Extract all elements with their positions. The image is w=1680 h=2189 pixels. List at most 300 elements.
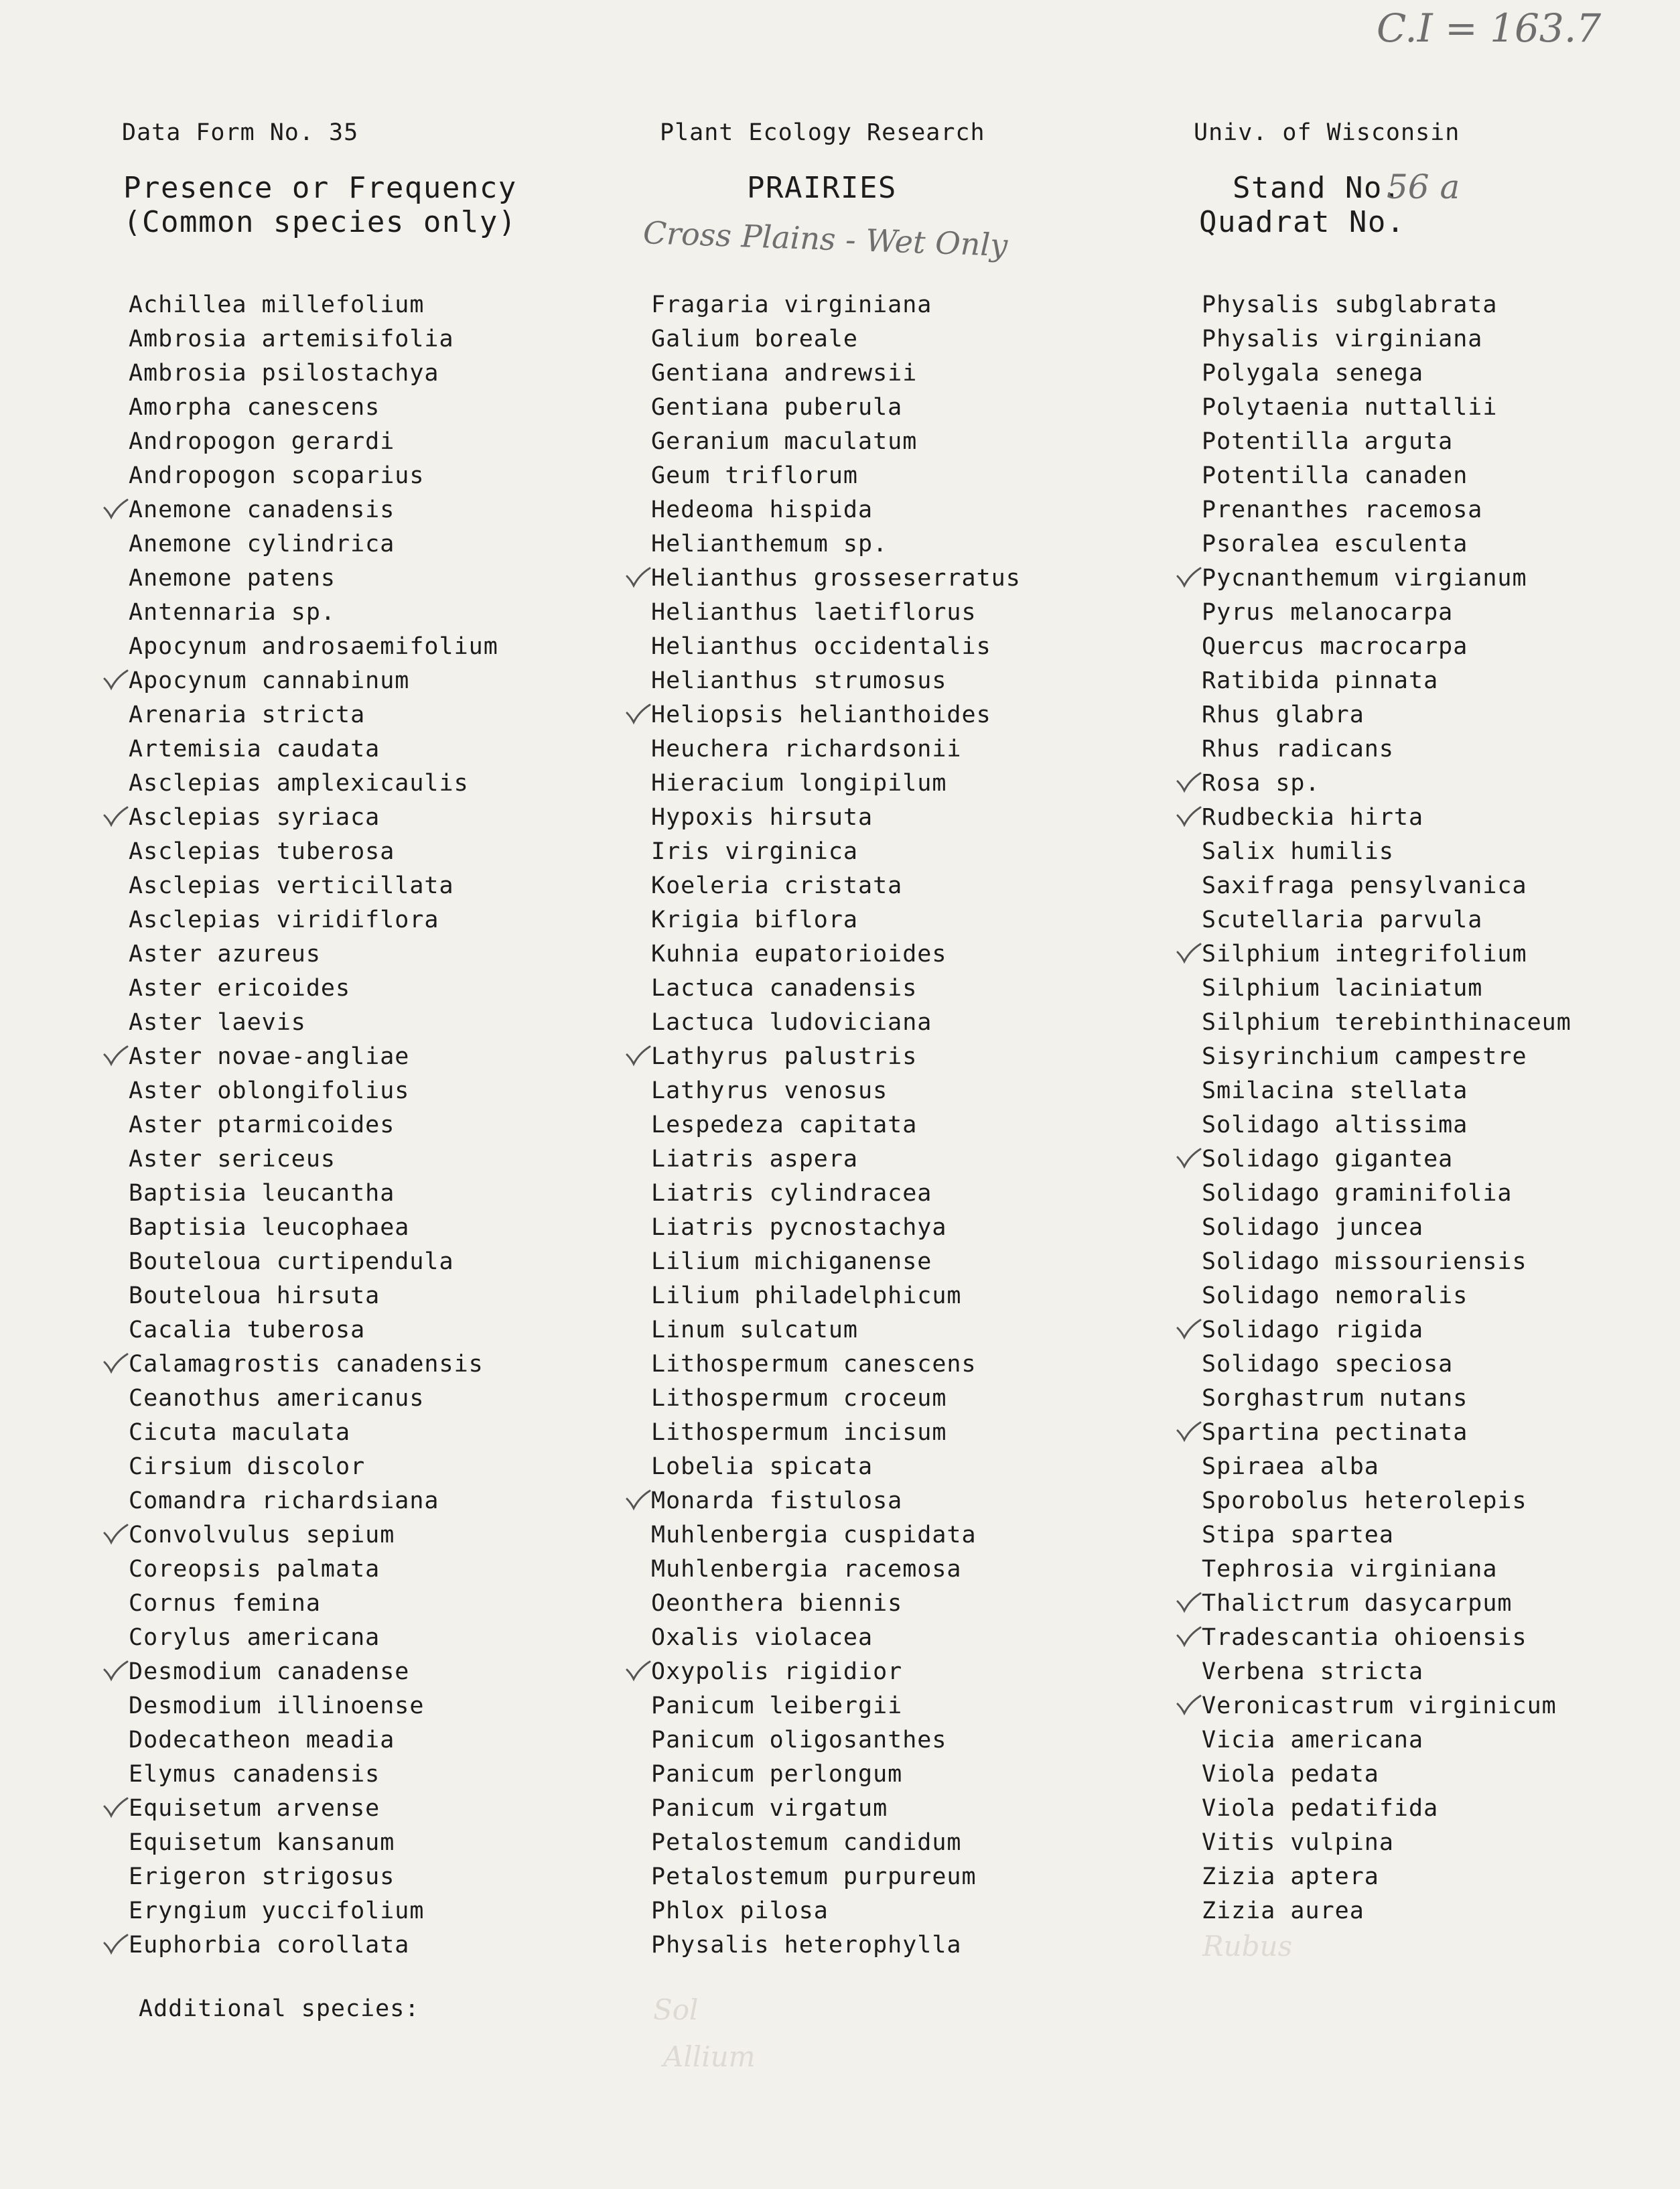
species-name: Veronicastrum virginicum <box>1202 1693 1557 1719</box>
species-row <box>1202 1382 1571 1416</box>
species-name: Ceanothus americanus <box>129 1385 425 1412</box>
species-row <box>651 1655 1021 1689</box>
species-name: Hedeoma hispida <box>651 496 873 523</box>
species-row <box>651 288 1021 322</box>
species-name: Lactuca ludoviciana <box>651 1009 932 1036</box>
species-name: Rosa sp. <box>1202 770 1320 797</box>
species-name: Polytaenia nuttallii <box>1202 394 1498 421</box>
species-name: Asclepias amplexicaulis <box>129 770 469 797</box>
species-row <box>129 288 498 322</box>
species-row <box>651 493 1021 527</box>
species-row <box>651 1040 1021 1074</box>
species-name: Gentiana puberula <box>651 394 903 421</box>
species-row <box>129 903 498 937</box>
university-name: Univ. of Wisconsin <box>1194 119 1460 146</box>
species-row <box>651 356 1021 391</box>
species-row <box>129 1040 498 1074</box>
species-name: Aster sericeus <box>129 1146 336 1173</box>
species-name: Hieracium longipilum <box>651 770 947 797</box>
species-name: Liatris pycnostachya <box>651 1214 947 1241</box>
checkmark-icon <box>102 1040 129 1074</box>
species-row <box>1202 1416 1571 1450</box>
species-name: Panicum oligosanthes <box>651 1727 947 1753</box>
species-name: Artemisia caudata <box>129 736 380 762</box>
ci-annotation: C.I = 163.7 <box>1377 5 1602 51</box>
species-name: Asclepias verticillata <box>129 872 454 899</box>
species-row <box>651 1177 1021 1211</box>
species-row <box>1202 322 1571 356</box>
species-name: Panicum virgatum <box>651 1795 888 1822</box>
species-row <box>129 1142 498 1177</box>
species-name: Gentiana andrewsii <box>651 360 918 387</box>
species-row <box>1202 835 1571 869</box>
species-row <box>129 937 498 972</box>
species-name: Zizia aptera <box>1202 1863 1379 1890</box>
species-name: Sisyrinchium campestre <box>1202 1043 1527 1070</box>
species-name: Salix humilis <box>1202 838 1394 865</box>
species-name: Muhlenbergia cuspidata <box>651 1522 977 1548</box>
species-row <box>651 732 1021 767</box>
species-name: Achillea millefolium <box>129 291 425 318</box>
species-row <box>129 698 498 732</box>
species-row <box>129 1416 498 1450</box>
species-row <box>129 1074 498 1108</box>
species-row <box>651 630 1021 664</box>
species-row <box>651 1792 1021 1826</box>
species-row <box>1202 1484 1571 1518</box>
species-row <box>651 1450 1021 1484</box>
species-row <box>651 1211 1021 1245</box>
species-row <box>1202 1655 1571 1689</box>
species-name: Pyrus melanocarpa <box>1202 599 1454 626</box>
checkmark-icon <box>1175 1689 1202 1723</box>
species-row <box>651 1723 1021 1757</box>
species-name: Physalis subglabrata <box>1202 291 1498 318</box>
species-name: Desmodium illinoense <box>129 1693 425 1719</box>
species-row <box>651 1108 1021 1142</box>
species-row <box>1202 1757 1571 1792</box>
species-name: Lilium michiganense <box>651 1248 932 1275</box>
checkmark-icon <box>1175 561 1202 596</box>
species-row <box>129 391 498 425</box>
species-row <box>651 1552 1021 1587</box>
species-row <box>129 972 498 1006</box>
species-name: Lobelia spicata <box>651 1453 873 1480</box>
species-row <box>1202 288 1571 322</box>
species-row <box>129 527 498 561</box>
species-name: Hypoxis hirsuta <box>651 804 873 831</box>
species-name: Arenaria stricta <box>129 702 366 728</box>
species-row <box>129 1450 498 1484</box>
species-name: Asclepias viridiflora <box>129 907 439 933</box>
form-type-line1: Presence or Frequency <box>123 171 517 205</box>
checkmark-icon <box>1175 1621 1202 1655</box>
checkmark-icon <box>102 1655 129 1689</box>
checkmark-icon <box>102 493 129 527</box>
species-row <box>129 459 498 493</box>
species-row <box>1202 869 1571 903</box>
species-row <box>1202 596 1571 630</box>
species-name: Ambrosia psilostachya <box>129 360 439 387</box>
species-row <box>651 596 1021 630</box>
species-name: Oxypolis rigidior <box>651 1658 903 1685</box>
species-row <box>1202 356 1571 391</box>
checkmark-icon <box>624 561 651 596</box>
species-row <box>1202 1723 1571 1757</box>
species-name: Liatris cylindracea <box>651 1180 932 1207</box>
species-name: Ratibida pinnata <box>1202 667 1439 694</box>
species-row <box>129 1245 498 1279</box>
species-name: Corylus americana <box>129 1624 380 1651</box>
species-name: Eryngium yuccifolium <box>129 1898 425 1924</box>
species-row <box>1202 1211 1571 1245</box>
species-row <box>1202 1621 1571 1655</box>
species-name: Viola pedata <box>1202 1761 1379 1788</box>
checkmark-icon <box>102 1792 129 1826</box>
species-row <box>1202 698 1571 732</box>
species-row <box>1202 664 1571 698</box>
species-name: Vitis vulpina <box>1202 1829 1394 1856</box>
species-name: Andropogon scoparius <box>129 462 425 489</box>
species-name: Stipa spartea <box>1202 1522 1394 1548</box>
species-name: Lilium philadelphicum <box>651 1282 962 1309</box>
species-row <box>129 1382 498 1416</box>
species-row <box>129 664 498 698</box>
page-title: PRAIRIES <box>747 171 897 205</box>
species-name: Silphium terebinthinaceum <box>1202 1009 1571 1036</box>
site-note: Cross Plains - Wet Only <box>642 214 1009 263</box>
species-name: Comandra richardsiana <box>129 1487 439 1514</box>
species-row <box>651 1074 1021 1108</box>
species-row <box>1202 1894 1571 1928</box>
species-row <box>129 1792 498 1826</box>
species-name: Aster laevis <box>129 1009 306 1036</box>
species-row <box>129 1928 498 1963</box>
species-name: Lithospermum incisum <box>651 1419 947 1446</box>
checkmark-icon <box>624 698 651 732</box>
species-name: Equisetum arvense <box>129 1795 380 1822</box>
species-name: Heuchera richardsonii <box>651 736 962 762</box>
species-row <box>651 767 1021 801</box>
species-row <box>1202 630 1571 664</box>
species-name: Physalis heterophylla <box>651 1932 962 1959</box>
species-row <box>1202 1450 1571 1484</box>
species-row <box>651 1382 1021 1416</box>
species-row <box>651 527 1021 561</box>
lab-name: Plant Ecology Research <box>660 119 985 146</box>
species-name: Tephrosia virginiana <box>1202 1556 1498 1583</box>
species-name: Petalostemum candidum <box>651 1829 962 1856</box>
species-name: Helianthus laetiflorus <box>651 599 977 626</box>
species-name: Ambrosia artemisifolia <box>129 326 454 352</box>
species-name: Panicum leibergii <box>651 1693 903 1719</box>
species-name: Euphorbia corollata <box>129 1932 410 1959</box>
species-row <box>129 1211 498 1245</box>
species-row <box>651 903 1021 937</box>
species-name: Physalis virginiana <box>1202 326 1483 352</box>
species-name: Lathyrus venosus <box>651 1077 888 1104</box>
species-row <box>129 1655 498 1689</box>
faint-note: Allium <box>663 2040 756 2073</box>
species-name: Tradescantia ohioensis <box>1202 1624 1527 1651</box>
species-row <box>129 1894 498 1928</box>
species-name: Elymus canadensis <box>129 1761 380 1788</box>
species-name: Spiraea alba <box>1202 1453 1379 1480</box>
species-row <box>1202 1245 1571 1279</box>
checkmark-icon <box>102 1347 129 1382</box>
species-name: Rhus glabra <box>1202 702 1364 728</box>
species-name: Baptisia leucophaea <box>129 1214 410 1241</box>
species-row <box>1202 1108 1571 1142</box>
species-row <box>651 1894 1021 1928</box>
species-name: Equisetum kansanum <box>129 1829 395 1856</box>
checkmark-icon <box>624 1484 651 1518</box>
species-row <box>651 1416 1021 1450</box>
species-name: Aster ericoides <box>129 975 351 1002</box>
species-row <box>651 1826 1021 1860</box>
species-name: Potentilla canaden <box>1202 462 1468 489</box>
species-row <box>651 322 1021 356</box>
species-name: Aster azureus <box>129 941 321 968</box>
species-name: Saxifraga pensylvanica <box>1202 872 1527 899</box>
species-name: Convolvulus sepium <box>129 1522 395 1548</box>
species-row <box>1202 1279 1571 1313</box>
species-row <box>129 1279 498 1313</box>
species-row <box>651 459 1021 493</box>
species-name: Oeonthera biennis <box>651 1590 903 1617</box>
species-row <box>129 1347 498 1382</box>
species-name: Dodecatheon meadia <box>129 1727 395 1753</box>
species-row <box>1202 1552 1571 1587</box>
species-name: Calamagrostis canadensis <box>129 1351 484 1378</box>
species-row <box>651 1860 1021 1894</box>
species-name: Lathyrus palustris <box>651 1043 918 1070</box>
species-row <box>651 1279 1021 1313</box>
species-row <box>129 630 498 664</box>
species-row <box>129 1826 498 1860</box>
checkmark-icon <box>102 801 129 835</box>
species-name: Solidago nemoralis <box>1202 1282 1468 1309</box>
species-row <box>129 425 498 459</box>
additional-species-label: Additional species: <box>139 1995 420 2022</box>
species-row <box>1202 1040 1571 1074</box>
species-row <box>1202 1313 1571 1347</box>
species-name: Aster novae-angliae <box>129 1043 410 1070</box>
checkmark-icon <box>1175 767 1202 801</box>
species-name: Antennaria sp. <box>129 599 336 626</box>
checkmark-icon <box>1175 1142 1202 1177</box>
species-name: Geum triflorum <box>651 462 859 489</box>
species-name: Lithospermum canescens <box>651 1351 977 1378</box>
species-row <box>1202 1826 1571 1860</box>
species-row <box>651 1621 1021 1655</box>
species-row <box>1202 903 1571 937</box>
species-name: Anemone patens <box>129 565 336 592</box>
species-name: Amorpha canescens <box>129 394 380 421</box>
species-name: Quercus macrocarpa <box>1202 633 1468 660</box>
species-name: Geranium maculatum <box>651 428 918 455</box>
species-row <box>1202 561 1571 596</box>
species-name: Aster oblongifolius <box>129 1077 410 1104</box>
species-name: Asclepias syriaca <box>129 804 380 831</box>
species-row <box>129 1108 498 1142</box>
species-row <box>651 1313 1021 1347</box>
stand-value: 56 a <box>1387 168 1460 206</box>
species-name: Solidago gigantea <box>1202 1146 1454 1173</box>
species-name: Viola pedatifida <box>1202 1795 1439 1822</box>
species-name: Apocynum androsaemifolium <box>129 633 498 660</box>
species-row <box>651 1245 1021 1279</box>
species-name: Bouteloua hirsuta <box>129 1282 380 1309</box>
species-row <box>1202 1860 1571 1894</box>
species-row <box>1202 1347 1571 1382</box>
species-name: Sorghastrum nutans <box>1202 1385 1468 1412</box>
species-row <box>651 972 1021 1006</box>
species-row <box>129 596 498 630</box>
species-name: Heliopsis helianthoides <box>651 702 991 728</box>
species-row <box>129 1552 498 1587</box>
species-row <box>129 1518 498 1552</box>
stand-label: Stand No. <box>1233 171 1401 205</box>
species-name: Thalictrum dasycarpum <box>1202 1590 1513 1617</box>
faint-note: Rubus <box>1202 1930 1293 1963</box>
species-row <box>1202 801 1571 835</box>
species-row <box>651 1142 1021 1177</box>
species-name: Cirsium discolor <box>129 1453 366 1480</box>
species-name: Krigia biflora <box>651 907 859 933</box>
species-row <box>1202 493 1571 527</box>
form-type-line2: (Common species only) <box>123 205 517 239</box>
species-name: Fragaria virginiana <box>651 291 932 318</box>
species-row <box>129 801 498 835</box>
species-row <box>129 1757 498 1792</box>
species-row <box>1202 972 1571 1006</box>
species-name: Apocynum cannabinum <box>129 667 410 694</box>
checkmark-icon <box>624 1040 651 1074</box>
checkmark-icon <box>1175 937 1202 972</box>
species-row <box>1202 527 1571 561</box>
species-name: Vicia americana <box>1202 1727 1424 1753</box>
species-row <box>1202 1689 1571 1723</box>
species-row <box>1202 1518 1571 1552</box>
species-name: Helianthus grosseserratus <box>651 565 1021 592</box>
checkmark-icon <box>1175 1416 1202 1450</box>
species-name: Zizia aurea <box>1202 1898 1364 1924</box>
species-name: Andropogon gerardi <box>129 428 395 455</box>
species-name: Baptisia leucantha <box>129 1180 395 1207</box>
species-name: Cicuta maculata <box>129 1419 351 1446</box>
species-name: Spartina pectinata <box>1202 1419 1468 1446</box>
species-row <box>1202 1142 1571 1177</box>
species-row <box>129 1689 498 1723</box>
species-name: Lithospermum croceum <box>651 1385 947 1412</box>
species-name: Rhus radicans <box>1202 736 1394 762</box>
species-row <box>129 322 498 356</box>
species-name: Liatris aspera <box>651 1146 859 1173</box>
species-column-3 <box>1202 288 1571 1928</box>
species-row <box>651 835 1021 869</box>
species-row <box>651 801 1021 835</box>
species-row <box>129 493 498 527</box>
species-name: Asclepias tuberosa <box>129 838 395 865</box>
species-row <box>129 1621 498 1655</box>
species-row <box>129 561 498 596</box>
species-name: Lactuca canadensis <box>651 975 918 1002</box>
faint-note: Sol <box>653 1993 699 2026</box>
quadrat-label: Quadrat No. <box>1199 205 1405 239</box>
species-name: Phlox pilosa <box>651 1898 829 1924</box>
species-row <box>651 664 1021 698</box>
species-row <box>651 1484 1021 1518</box>
species-name: Solidago missouriensis <box>1202 1248 1527 1275</box>
species-name: Lespedeza capitata <box>651 1112 918 1138</box>
species-row <box>651 1757 1021 1792</box>
species-name: Muhlenbergia racemosa <box>651 1556 962 1583</box>
species-name: Cornus femina <box>129 1590 321 1617</box>
species-row <box>1202 459 1571 493</box>
species-row <box>651 869 1021 903</box>
species-row <box>1202 425 1571 459</box>
species-name: Cacalia tuberosa <box>129 1317 366 1343</box>
species-name: Bouteloua curtipendula <box>129 1248 454 1275</box>
species-row <box>129 1006 498 1040</box>
species-row <box>129 1313 498 1347</box>
species-name: Solidago speciosa <box>1202 1351 1454 1378</box>
species-name: Potentilla arguta <box>1202 428 1454 455</box>
species-name: Anemone cylindrica <box>129 531 395 557</box>
species-row <box>1202 1177 1571 1211</box>
species-name: Helianthus occidentalis <box>651 633 991 660</box>
species-name: Solidago rigida <box>1202 1317 1424 1343</box>
species-name: Verbena stricta <box>1202 1658 1424 1685</box>
species-name: Panicum perlongum <box>651 1761 903 1788</box>
species-name: Silphium integrifolium <box>1202 941 1527 968</box>
species-name: Smilacina stellata <box>1202 1077 1468 1104</box>
species-row <box>651 1347 1021 1382</box>
species-name: Polygala senega <box>1202 360 1424 387</box>
species-row <box>651 561 1021 596</box>
species-row <box>1202 1006 1571 1040</box>
species-name: Rudbeckia hirta <box>1202 804 1424 831</box>
species-row <box>1202 767 1571 801</box>
species-name: Helianthus strumosus <box>651 667 947 694</box>
species-name: Silphium laciniatum <box>1202 975 1483 1002</box>
species-row <box>129 356 498 391</box>
species-row <box>651 1587 1021 1621</box>
checkmark-icon <box>102 664 129 698</box>
species-name: Solidago graminifolia <box>1202 1180 1513 1207</box>
species-name: Psoralea esculenta <box>1202 531 1468 557</box>
species-name: Helianthemum sp. <box>651 531 888 557</box>
species-row <box>129 732 498 767</box>
species-row <box>1202 1074 1571 1108</box>
species-row <box>1202 1587 1571 1621</box>
species-row <box>651 698 1021 732</box>
species-row <box>1202 937 1571 972</box>
form-number: Data Form No. 35 <box>122 119 359 146</box>
species-row <box>651 425 1021 459</box>
species-name: Solidago juncea <box>1202 1214 1424 1241</box>
species-column-2 <box>651 288 1021 1963</box>
species-row <box>651 937 1021 972</box>
species-name: Erigeron strigosus <box>129 1863 395 1890</box>
species-row <box>129 767 498 801</box>
species-row <box>129 1723 498 1757</box>
species-name: Kuhnia eupatorioides <box>651 941 947 968</box>
checkmark-icon <box>102 1518 129 1552</box>
species-row <box>651 1006 1021 1040</box>
species-name: Koeleria cristata <box>651 872 903 899</box>
